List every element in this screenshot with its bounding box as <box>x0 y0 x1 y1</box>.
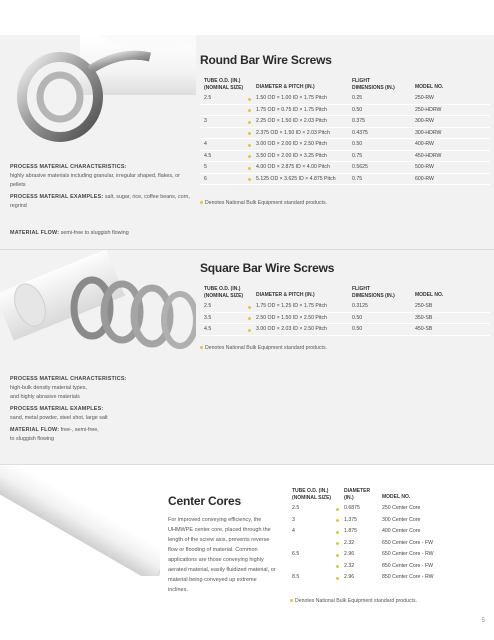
model-cell: 250-RW <box>415 95 434 101</box>
table-row <box>200 139 490 151</box>
flight-cell: 0.75 <box>352 152 363 159</box>
header-diameter: DIAMETER (IN.) <box>344 488 371 501</box>
standard-product-dot-icon <box>248 306 251 309</box>
tube-od-cell: 3.5 <box>204 314 212 321</box>
char-label: PROCESS MATERIAL CHARACTERISTICS: <box>10 164 127 170</box>
table-row <box>290 515 490 527</box>
model-cell: 850 Center Core - RW <box>382 574 434 580</box>
square-bar-title: Square Bar Wire Screws <box>200 261 335 275</box>
table-row <box>290 561 490 573</box>
table-row <box>290 503 490 515</box>
char-text: highly abrasive materials including granular, irregular shaped, flakes, or pellets <box>10 173 180 188</box>
table-row <box>200 313 490 325</box>
model-cell: 400-RW <box>415 141 434 147</box>
tube-od-cell: 4 <box>204 141 207 147</box>
square-wire-screw-image <box>0 250 196 350</box>
table-row <box>200 324 490 336</box>
center-cores-footnote: Denotes National Bulk Equipment standard products. <box>290 598 417 604</box>
model-cell: 400 Center Core <box>382 528 421 534</box>
model-cell: 450-HDRW <box>415 152 442 159</box>
flow-text-1: free-, semi-free, <box>60 427 99 433</box>
round-bar-flow <box>10 229 310 238</box>
tube-od-cell: 4 <box>292 528 295 534</box>
header-diameter-pitch: DIAMETER & PITCH (IN.) <box>256 292 315 298</box>
model-cell: 350-SB <box>415 314 433 321</box>
model-cell: 500-RW <box>415 164 434 170</box>
diameter-pitch-cell: 3.50 OD × 2.00 ID × 3.25 Pitch <box>256 152 327 159</box>
header-tube-od: TUBE O.D. (IN.) (NOMINAL SIZE) <box>204 78 244 91</box>
flight-cell: 0.50 <box>352 326 363 332</box>
table-row <box>200 301 490 313</box>
tube-od-cell: 4.5 <box>204 326 212 332</box>
model-cell: 300 Center Core <box>382 516 421 523</box>
table-row <box>200 105 490 117</box>
tube-od-cell: 2.5 <box>204 95 212 101</box>
flight-cell: 0.50 <box>352 106 363 113</box>
standard-product-dot-icon <box>290 599 293 602</box>
diameter-cell: 2.96 <box>344 551 355 557</box>
flight-cell: 0.25 <box>352 95 363 101</box>
round-bar-table <box>200 76 490 185</box>
table-row <box>200 128 490 140</box>
header-model: MODEL NO. <box>415 84 444 90</box>
square-bar-properties <box>10 375 200 447</box>
model-cell: 300-RW <box>415 118 434 124</box>
center-cores-description: For improved conveying efficiency, the UHMWPE center core, placed through the length of the screw axis, prevents reverse flow or flooding of material. Common applications are those conveying highly aerated material, easily fluidized material, or material being conveyed up extreme inclines. <box>168 517 276 593</box>
header-model: MODEL NO. <box>415 292 444 298</box>
standard-product-dot-icon <box>248 98 251 101</box>
table-header <box>200 284 490 301</box>
table-row <box>290 572 490 584</box>
flow-label: MATERIAL FLOW: <box>10 427 60 433</box>
tube-od-cell: 8.5 <box>292 574 300 580</box>
model-cell: 450-SB <box>415 326 433 332</box>
tube-od-cell: 2.5 <box>292 505 300 511</box>
standard-product-dot-icon <box>248 132 251 135</box>
model-cell: 650 Center Core - RW <box>382 551 434 557</box>
char-text-2: and highly abrasive materials <box>10 394 80 400</box>
tube-od-cell: 3 <box>292 516 295 523</box>
square-bar-table <box>200 284 490 336</box>
header-model: MODEL NO. <box>382 494 411 500</box>
page-number: 5 <box>481 618 485 624</box>
diameter-cell: 2.32 <box>344 539 355 546</box>
diameter-pitch-cell: 1.50 OD × 1.00 ID × 1.75 Pitch <box>256 95 327 101</box>
round-wire-screw-image <box>0 35 196 153</box>
diameter-cell: 0.6875 <box>344 505 360 511</box>
flight-cell: 0.50 <box>352 141 363 147</box>
standard-product-dot-icon <box>200 201 203 204</box>
standard-product-dot-icon <box>248 155 251 158</box>
table-header <box>200 76 490 93</box>
standard-product-dot-icon <box>248 317 251 320</box>
flight-cell: 0.75 <box>352 175 363 182</box>
table-row <box>290 538 490 550</box>
diameter-cell: 2.32 <box>344 562 355 569</box>
header-tube-od: TUBE O.D. (IN.) (NOMINAL SIZE) <box>204 286 244 299</box>
center-cores-title: Center Cores <box>168 494 241 508</box>
examples-label: PROCESS MATERIAL EXAMPLES: <box>10 194 104 200</box>
tube-od-cell: 5 <box>204 164 207 170</box>
diameter-pitch-cell: 1.75 OD × 1.25 ID × 1.75 Pitch <box>256 303 327 309</box>
header-tube-od: TUBE O.D. (IN.) (NOMINAL SIZE) <box>292 488 332 501</box>
examples-label: PROCESS MATERIAL EXAMPLES: <box>10 406 104 412</box>
standard-product-dot-icon <box>248 109 251 112</box>
standard-product-dot-icon <box>248 121 251 124</box>
diameter-pitch-cell: 3.00 OD × 2.03 ID × 2.50 Pitch <box>256 326 327 332</box>
model-cell: 650 Center Core - FW <box>382 539 434 546</box>
standard-product-dot-icon <box>336 542 339 545</box>
diameter-pitch-cell: 1.75 OD × 0.75 ID × 1.75 Pitch <box>256 106 327 113</box>
header-flight: FLIGHT DIMENSIONS (IN.) <box>352 286 395 299</box>
diameter-pitch-cell: 3.00 OD × 2.00 ID × 2.50 Pitch <box>256 141 327 147</box>
round-bar-title: Round Bar Wire Screws <box>200 53 332 67</box>
tube-od-cell: 4.5 <box>204 152 212 159</box>
round-bar-footnote: Denotes National Bulk Equipment standard products. <box>200 200 327 206</box>
diameter-cell: 1.375 <box>344 516 357 523</box>
diameter-cell: 1.875 <box>344 528 357 534</box>
diameter-pitch-cell: 5.125 OD × 3.625 ID × 4.875 Pitch <box>256 175 336 182</box>
diameter-cell: 2.96 <box>344 574 355 580</box>
table-row <box>200 93 490 105</box>
center-core-image <box>0 466 160 576</box>
standard-product-dot-icon <box>336 531 339 534</box>
model-cell: 300-HDRW <box>415 129 442 136</box>
model-cell: 600-RW <box>415 175 434 182</box>
header-diameter-pitch: DIAMETER & PITCH (IN.) <box>256 84 315 90</box>
model-cell: 250 Center Core <box>382 505 421 511</box>
diameter-pitch-cell: 2.50 OD × 1.50 ID × 2.50 Pitch <box>256 314 327 321</box>
round-bar-properties <box>10 163 190 214</box>
standard-product-dot-icon <box>336 508 339 511</box>
model-cell: 250-SB <box>415 303 433 309</box>
standard-product-dot-icon <box>336 519 339 522</box>
table-row <box>290 526 490 538</box>
flight-cell: 0.50 <box>352 314 363 321</box>
standard-product-dot-icon <box>336 565 339 568</box>
model-cell: 250-HDRW <box>415 106 442 113</box>
diameter-pitch-cell: 4.00 OD × 2.875 ID × 4.00 Pitch <box>256 164 330 170</box>
standard-product-dot-icon <box>248 167 251 170</box>
header-flight: FLIGHT DIMENSIONS (IN.) <box>352 78 395 91</box>
table-row <box>200 116 490 128</box>
center-cores-table <box>290 486 490 584</box>
tube-od-cell: 6.5 <box>292 551 300 557</box>
diameter-pitch-cell: 2.375 OD × 1.50 ID × 2.03 Pitch <box>256 129 330 136</box>
standard-product-dot-icon <box>248 329 251 332</box>
standard-product-dot-icon <box>248 144 251 147</box>
model-cell: 850 Center Core - FW <box>382 562 434 569</box>
tube-od-cell: 6 <box>204 175 207 182</box>
tube-od-cell: 2.5 <box>204 303 212 309</box>
standard-product-dot-icon <box>336 554 339 557</box>
diameter-pitch-cell: 2.25 OD × 1.50 ID × 2.03 Pitch <box>256 118 327 124</box>
flight-cell: 0.4375 <box>352 129 368 136</box>
flow-text-2: to sluggish flowing <box>10 436 55 442</box>
table-row <box>200 151 490 163</box>
examples-text: salt, sugar, rice, coffee beans, corn, regrind <box>10 194 190 209</box>
flight-cell: 0.3125 <box>352 303 368 309</box>
table-row <box>200 174 490 186</box>
square-bar-footnote: Denotes National Bulk Equipment standard products. <box>200 345 327 351</box>
char-text-1: high-bulk density material types, <box>10 385 88 391</box>
flow-text: semi-free to sluggish flowing <box>60 230 129 236</box>
tube-od-cell: 3 <box>204 118 207 124</box>
char-label: PROCESS MATERIAL CHARACTERISTICS: <box>10 376 127 382</box>
table-row <box>200 162 490 174</box>
flight-cell: 0.5625 <box>352 164 368 170</box>
table-header <box>290 486 490 503</box>
flight-cell: 0.375 <box>352 118 365 124</box>
standard-product-dot-icon <box>200 346 203 349</box>
standard-product-dot-icon <box>336 577 339 580</box>
standard-product-dot-icon <box>248 178 251 181</box>
flow-label: MATERIAL FLOW: <box>10 230 60 236</box>
table-row <box>290 549 490 561</box>
examples-text: sand, metal powder, steel shot, large salt <box>10 415 108 421</box>
